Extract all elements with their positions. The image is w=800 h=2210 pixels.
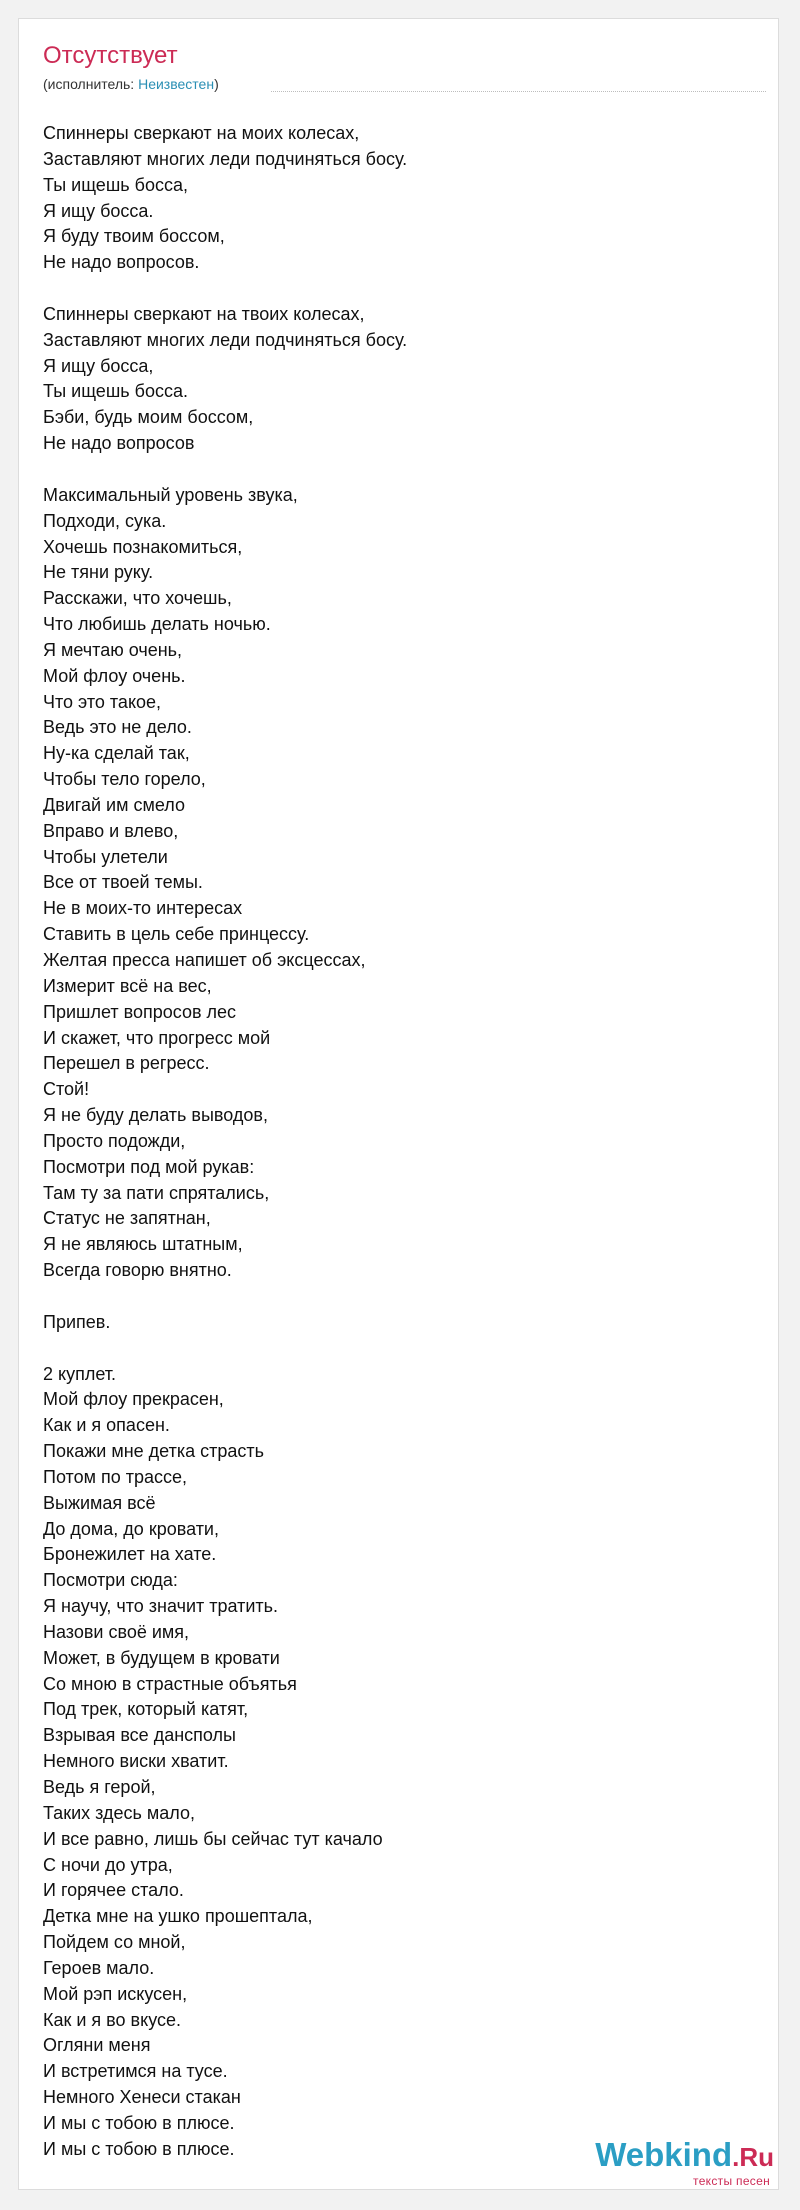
lyrics-text	[43, 121, 407, 2163]
lyric-line: Детка мне на ушко прошептала,	[43, 1906, 313, 1927]
lyric-line: Мой флоу очень.	[43, 665, 186, 686]
lyric-line: Немного Хенеси стакан	[43, 2087, 241, 2108]
lyrics-card	[18, 18, 779, 2190]
lyric-line: Максимальный уровень звука,	[43, 484, 298, 505]
lyric-line: Двигай им смело	[43, 794, 185, 815]
lyric-line: Под трек, который катят,	[43, 1699, 249, 1720]
lyric-line: И мы с тобою в плюсе.	[43, 2112, 235, 2133]
lyric-line: Пришлет вопросов лес	[43, 1001, 237, 1022]
lyric-line: Может, в будущем в кровати	[43, 1647, 280, 1668]
lyric-line: Посмотри сюда:	[43, 1570, 178, 1591]
lyric-line: Пойдем со мной,	[43, 1932, 186, 1953]
lyric-line: Ты ищешь босса.	[43, 381, 188, 402]
lyric-line: Спиннеры сверкают на моих колесах,	[43, 123, 360, 143]
lyric-line: Не тяни руку.	[43, 562, 154, 583]
lyric-line: Я мечтаю очень,	[43, 639, 183, 660]
lyric-line: Я не буду делать выводов,	[43, 1105, 268, 1126]
title-divider	[271, 91, 766, 92]
logo-brand: Webkind	[595, 2136, 733, 2173]
lyric-line: Хочешь познакомиться,	[43, 536, 243, 557]
lyric-line: Покажи мне детка страсть	[43, 1441, 264, 1462]
lyric-line: Расскажи, что хочешь,	[43, 588, 232, 609]
artist-prefix: (исполнитель:	[43, 76, 139, 92]
artist-line	[43, 75, 219, 93]
lyric-line: Просто подожди,	[43, 1130, 186, 1151]
lyric-line: Что это такое,	[43, 691, 162, 712]
lyric-line: Чтобы тело горело,	[43, 769, 206, 790]
artist-suffix: )	[214, 76, 219, 92]
lyric-line: Мой рэп искусен,	[43, 1983, 188, 2004]
lyric-line: Подходи, сука.	[43, 510, 167, 531]
lyric-line: Я научу, что значит тратить.	[43, 1596, 279, 1617]
lyric-line: Спиннеры сверкают на твоих колесах,	[43, 303, 365, 324]
lyric-line: Там ту за пати спрятались,	[43, 1182, 270, 1203]
lyric-line: Статус не запятнан,	[43, 1208, 211, 1229]
lyric-line: Как и я во вкусе.	[43, 2009, 181, 2030]
lyric-line: Назови своё имя,	[43, 1621, 190, 1642]
lyric-line: Стой!	[43, 1079, 90, 1100]
lyric-line: Припев.	[43, 1311, 111, 1332]
lyric-line	[43, 276, 407, 302]
lyric-line: Я буду твоим боссом,	[43, 226, 225, 247]
lyric-line: Заставляют многих леди подчиняться босу.	[43, 148, 408, 169]
logo-wordmark	[595, 2137, 774, 2175]
logo-tld: .Ru	[732, 2142, 774, 2172]
lyric-line: Выжимая всё	[43, 1492, 156, 1513]
lyric-line: Я ищу босса,	[43, 355, 154, 376]
lyric-line: Не в моих-то интересах	[43, 898, 243, 919]
lyric-line: Ведь я герой,	[43, 1777, 156, 1797]
lyric-line: Я ищу босса.	[43, 200, 154, 221]
lyric-line: И встретимся на тусе.	[43, 2061, 228, 2082]
lyric-line: С ночи до утра,	[43, 1854, 173, 1875]
lyric-line: Посмотри под мой рукав:	[43, 1156, 255, 1177]
lyric-line: Всегда говорю внятно.	[43, 1260, 232, 1281]
lyric-line: Как и я опасен.	[43, 1415, 170, 1436]
lyric-line: Ставить в цель себе принцессу.	[43, 924, 310, 945]
lyric-line	[43, 457, 407, 483]
song-title: Отсутствует	[43, 42, 178, 69]
lyric-line: Не надо вопросов	[43, 433, 195, 454]
lyric-line: Вправо и влево,	[43, 820, 179, 841]
lyric-line: Ведь это не дело.	[43, 717, 192, 738]
lyric-line: Заставляют многих леди подчиняться босу.	[43, 329, 408, 350]
lyric-line: Не надо вопросов.	[43, 252, 200, 273]
lyric-line: И скажет, что прогресс мой	[43, 1027, 271, 1048]
lyric-line: До дома, до кровати,	[43, 1518, 219, 1539]
lyric-line: Мой флоу прекрасен,	[43, 1389, 224, 1410]
lyric-line: И горячее стало.	[43, 1880, 184, 1901]
logo-tagline: тексты песен	[693, 2174, 770, 2188]
lyric-line: Бэби, будь моим боссом,	[43, 407, 254, 428]
lyric-line: Все от твоей темы.	[43, 872, 203, 893]
lyric-line: Ну-ка сделай так,	[43, 743, 190, 764]
lyric-line: Героев мало.	[43, 1957, 155, 1978]
lyric-line: Ты ищешь босса,	[43, 174, 188, 195]
lyric-line: Огляни меня	[43, 2035, 151, 2056]
lyric-line: 2 куплет.	[43, 1363, 117, 1384]
lyric-line: Взрывая все дансполы	[43, 1725, 236, 1746]
lyric-line: Что любишь делать ночью.	[43, 614, 271, 635]
lyric-line: Я не являюсь штатным,	[43, 1234, 243, 1255]
lyric-line	[43, 1284, 407, 1310]
lyric-line: Перешел в регресс.	[43, 1053, 210, 1074]
lyric-line: Немного виски хватит.	[43, 1751, 229, 1772]
lyric-line: И мы с тобою в плюсе.	[43, 2138, 235, 2159]
lyric-line: Таких здесь мало,	[43, 1802, 195, 1823]
lyric-line: Со мною в страстные объятья	[43, 1673, 297, 1694]
lyric-line	[43, 1336, 407, 1362]
lyric-line: Измерит всё на вес,	[43, 975, 212, 996]
lyric-line: И все равно, лишь бы сейчас тут качало	[43, 1828, 383, 1849]
lyric-line: Желтая пресса напишет об эксцессах,	[43, 950, 366, 970]
site-logo[interactable]	[584, 2137, 774, 2189]
lyric-line: Бронежилет на хате.	[43, 1544, 217, 1565]
lyric-line: Чтобы улетели	[43, 846, 168, 867]
artist-link[interactable]: Неизвестен	[138, 76, 215, 92]
lyric-line: Потом по трассе,	[43, 1466, 188, 1487]
